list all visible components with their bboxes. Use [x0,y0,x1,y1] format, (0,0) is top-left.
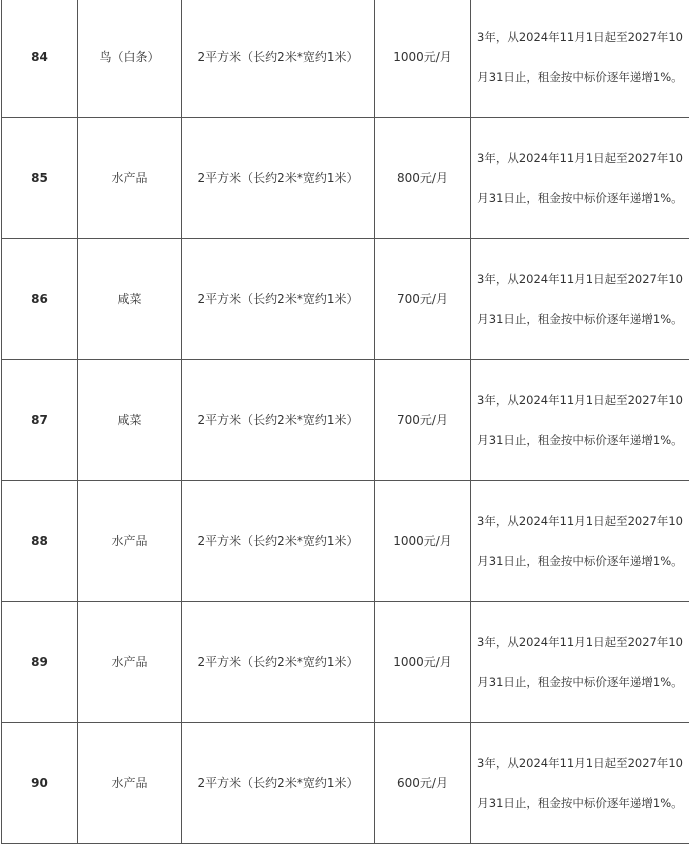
item-type: 水产品 [78,481,182,602]
rent-price: 1000元/月 [375,602,471,723]
item-type: 咸菜 [78,239,182,360]
rent-price: 700元/月 [375,360,471,481]
lease-term: 3年，从2024年11月1日起至2027年10月31日止，租金按中标价逐年递增1%。 [477,393,683,447]
stall-area: 2平方米（长约2米*宽约1米） [182,118,375,239]
lease-term-cell [471,239,689,360]
rent-price: 600元/月 [375,723,471,844]
row-number: 85 [2,118,78,239]
rent-price: 800元/月 [375,118,471,239]
item-type: 咸菜 [78,360,182,481]
stall-area: 2平方米（长约2米*宽约1米） [182,481,375,602]
lease-term-cell [471,602,689,723]
lease-term: 3年，从2024年11月1日起至2027年10月31日止，租金按中标价逐年递增1%。 [477,756,683,810]
rent-price: 700元/月 [375,239,471,360]
stall-area: 2平方米（长约2米*宽约1米） [182,0,375,118]
table-row [2,723,689,844]
table-row [2,481,689,602]
lease-term: 3年，从2024年11月1日起至2027年10月31日止，租金按中标价逐年递增1%。 [477,151,683,205]
stall-area: 2平方米（长约2米*宽约1米） [182,360,375,481]
lease-term-cell [471,0,689,118]
lease-term: 3年，从2024年11月1日起至2027年10月31日止，租金按中标价逐年递增1%。 [477,272,683,326]
table-row [2,118,689,239]
item-type: 水产品 [78,118,182,239]
rent-price: 1000元/月 [375,481,471,602]
table-row [2,239,689,360]
stall-area: 2平方米（长约2米*宽约1米） [182,602,375,723]
lease-term: 3年，从2024年11月1日起至2027年10月31日止，租金按中标价逐年递增1%。 [477,514,683,568]
row-number: 88 [2,481,78,602]
row-number: 90 [2,723,78,844]
row-number: 87 [2,360,78,481]
row-number: 89 [2,602,78,723]
lease-table [1,0,689,844]
item-type: 鸟（白条） [78,0,182,118]
lease-term-cell [471,723,689,844]
lease-term-cell [471,360,689,481]
lease-term: 3年，从2024年11月1日起至2027年10月31日止，租金按中标价逐年递增1%。 [477,635,683,689]
lease-term: 3年，从2024年11月1日起至2027年10月31日止，租金按中标价逐年递增1%。 [477,30,683,84]
item-type: 水产品 [78,602,182,723]
stall-area: 2平方米（长约2米*宽约1米） [182,239,375,360]
table-row [2,0,689,118]
lease-table-body [2,0,689,844]
rent-price: 1000元/月 [375,0,471,118]
stall-area: 2平方米（长约2米*宽约1米） [182,723,375,844]
table-row [2,602,689,723]
row-number: 86 [2,239,78,360]
item-type: 水产品 [78,723,182,844]
lease-term-cell [471,481,689,602]
lease-term-cell [471,118,689,239]
row-number: 84 [2,0,78,118]
table-row [2,360,689,481]
